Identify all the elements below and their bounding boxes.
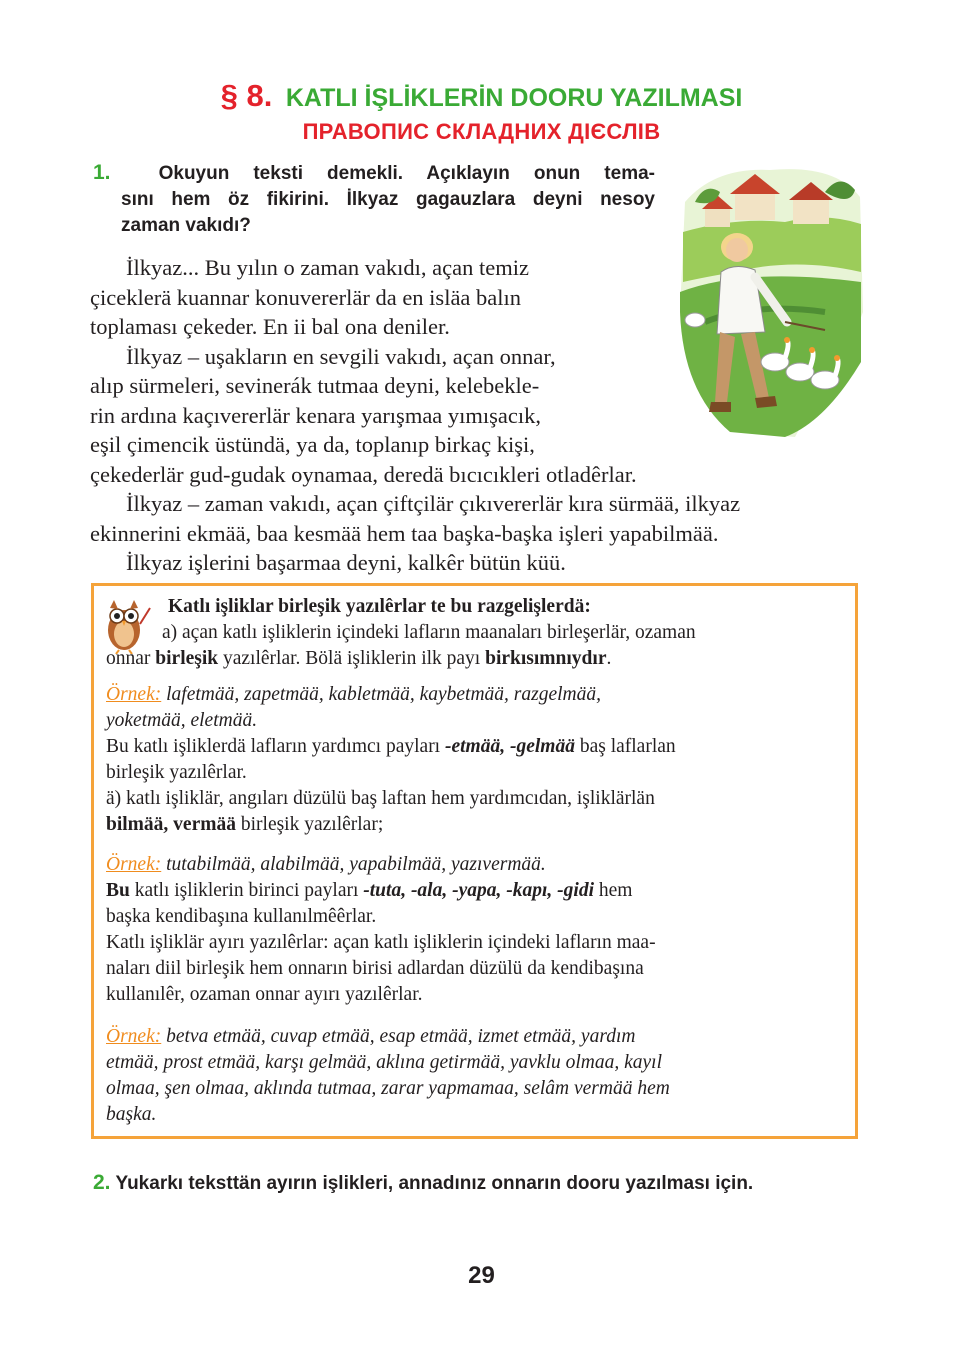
task-1 [93, 160, 655, 239]
text-line: ekinnerini ekmää, baa kesmää hem taa başka-başka işleri yapabilmää. [90, 520, 719, 546]
rule-a-line-2: onnar birleşik yazılêrlar. Bölä işliklerin ilk payı birkısımnıydır. [106, 648, 612, 669]
example-label: Örnek: [106, 684, 162, 705]
task-1-line-2: sını hem öz fikirini. İlkyaz gagauzlara deyni nesoy [121, 189, 655, 210]
task-1-number: 1. [93, 161, 111, 184]
rule-d-line-1: Katlı işliklär ayırı yazılêrlar: açan katlı işliklerin içindeki lafların maa- [106, 932, 656, 953]
task-2-text: Yukarkı teksttän ayırın işlikleri, annadınız onnarın dooru yazılması için. [115, 1173, 754, 1194]
task-1-line-1: Okuyun teksti demekli. Açıklayın onun tema- [158, 163, 655, 184]
title-ukrainian: ПРАВОПИС СКЛАДНИХ ДІЄСЛІВ [302, 119, 661, 144]
example-label: Örnek: [106, 854, 162, 875]
reading-text [90, 253, 740, 578]
section-number: § 8. [220, 78, 273, 113]
example-2: Örnek: tutabilmää, alabilmää, yapabilmää, yazıvermää. Bu katlı işliklerin birinci payları -tuta, -ala, -yapa, -kapı, -gidi hem başka kendibaşına kullanılmêêrlar. Katlı işliklär ayırı yazılêrlar: açan katlı işliklerin içindeki lafların maa- naları diil birleşik hem onnarın birisi adlardan düzülü da kendibaşına kullanılêr, ozaman onnar ayırı yazılêrlar. [106, 852, 836, 1008]
text-line: çiceklerä kuannar konuvererlär da en isläa balın [90, 284, 522, 310]
rule-d-line-3: kullanılêr, ozaman onnar ayırı yazılêrlar. [106, 984, 423, 1005]
text-line: İlkyaz işlerini başarmaa deyni, kalkêr bütün küü. [126, 550, 566, 575]
text-line: İlkyaz – uşakların en sevgili vakıdı, açan onnar, [126, 343, 556, 369]
rule-c-line-1: Bu katlı işliklerin birinci payları -tuta, -ala, -yapa, -kapı, -gidi hem [106, 880, 633, 901]
example-1: Örnek: lafetmää, zapetmää, kabletmää, kaybetmää, razgelmää, yoketmää, eletmää. Bu katlı işliklerdä lafların yardımcı payları -etmää, -gelmää baş laflarlan birleşik yazılêrlar. ä) katlı işliklär, angıları düzülü baş laftan hem yardımcıdan, işliklärlän bilmää, vermää birleşik yazılêrlar; [106, 682, 836, 838]
rule-b-line-1: ä) katlı işliklär, angıları düzülü baş laftan hem yardımcıdan, işliklärlän [106, 788, 655, 809]
rule-intro [106, 594, 836, 672]
text-line: toplaması çekeder. En ii bal ona deniler. [90, 314, 450, 339]
rule-a-line-1: a) açan katlı işliklerin içindeki lafların maanaları birleşerlär, ozaman [162, 622, 696, 643]
text-line: rin ardına kaçıvererlär kenara yarışmaa yımışacık, [90, 402, 542, 428]
page-number: 29 [468, 1262, 495, 1289]
boy-with-geese-illustration [675, 162, 865, 442]
rule-box [91, 583, 858, 1139]
task-2-number: 2. [93, 1171, 111, 1194]
rule-d-line-2: naları diil birleşik hem onnarın birisi adlardan düzülü da kendibaşına [106, 958, 644, 979]
aux-rule-line-1: Bu katlı işliklerdä lafların yardımcı payları -etmää, -gelmää baş laflarlan [106, 736, 676, 757]
rule-b-line-2: bilmää, vermää birleşik yazılêrlar; [106, 814, 384, 835]
task-2 [93, 1170, 893, 1197]
title-gagauz: KATLI İŞLİKLERİN DOORU YAZILMASI [285, 84, 743, 112]
task-1-line-3: zaman vakıdı? [121, 215, 251, 236]
text-line: İlkyaz... Bu yılın o zaman vakıdı, açan temiz [126, 255, 529, 280]
example-3: Örnek: betva etmää, cuvap etmää, esap etmää, izmet etmää, yardım etmää, prost etmää, karşı gelmää, aklına getirmää, yavklu olmaa, kayıl olmaa, şen olmaa, aklında tutmaa, zarar yapmamaa, selâm vermää hem başka. [106, 1026, 670, 1125]
example-label: Örnek: [106, 1026, 162, 1047]
rule-heading: Katlı işliklar birleşik yazılêrlar te bu razgelişlerdä: [168, 596, 591, 617]
title-line-gagauz [0, 78, 963, 116]
text-line: eşil çimencik üstündä, ya da, toplanıp birkaç kişi, [90, 432, 535, 457]
page-title [0, 78, 963, 146]
text-line: çekederlär gud-gudak oynamaa, deredä bıcıcıkleri otladêrlar. [90, 461, 637, 487]
text-line: alıp sürmeleri, sevinerák tutmaa deyni, kelebekle- [90, 373, 540, 398]
text-line: İlkyaz – zaman vakıdı, açan çiftçilär çıkıvererlär kıra sürmää, ilkyaz [126, 491, 741, 516]
